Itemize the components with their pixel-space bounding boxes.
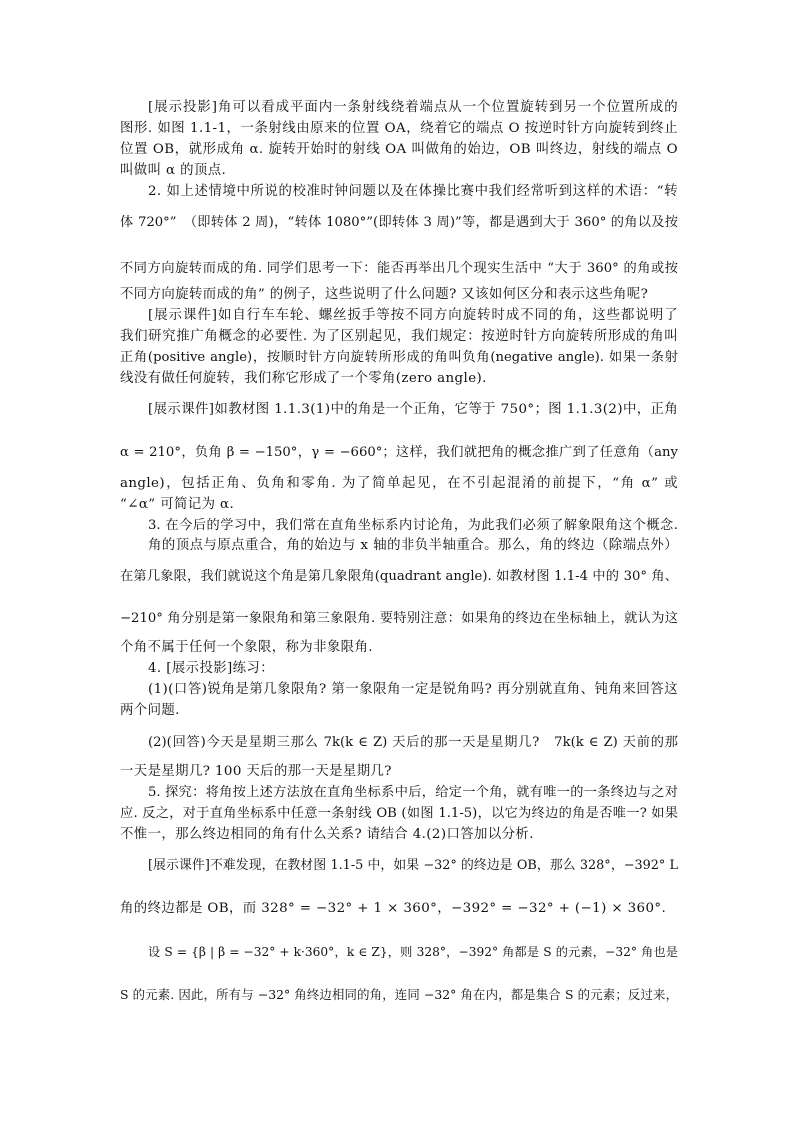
text-line: S 的元素. 因此，所有与 −32° 角终边相同的角，连同 −32° 角在内，都是集合 S 的元素；反过来， xyxy=(120,987,678,1002)
text-line: (1)(口答)锐角是第几象限角? 第一象限角一定是锐角吗? 再分别就直角、钝角来回答这 xyxy=(148,682,678,697)
text-line: [展示课件]如自行车车轮、螺丝扳手等按不同方向旋转时成不同的角，这些都说明了 xyxy=(148,308,678,323)
text-line: 不同方向旋转而成的角” 的例子，这些说明了什么问题? 又该如何区分和表示这些角呢? xyxy=(120,287,649,302)
text-line: 4. [展示投影]练习： xyxy=(148,661,275,676)
text-line: 2. 如上述情境中所说的校准时钟问题以及在体操比赛中我们经常听到这样的术语：“转 xyxy=(148,184,678,199)
text-line: [展示课件]如教材图 1.1.3(1)中的角是一个正角，它等于 750°；图 1.1.3(2)中，正角 xyxy=(148,402,679,417)
text-line: 5. 探究：将角按上述方法放在直角坐标系中后，给定一个角，就有唯一的一条终边与之对 xyxy=(148,785,678,800)
text-line: α = 210°，负角 β = −150°，γ = −660°；这样，我们就把角的概念推广到了任意角（any xyxy=(120,445,678,460)
text-line: [展示投影]角可以看成平面内一条射线绕着端点从一个位置旋转到另一个位置所成的 xyxy=(148,100,678,115)
text-line: 个角不属于任何一个象限，称为非象限角. xyxy=(120,640,373,655)
text-line: 应. 反之，对于直角坐标系中任意一条射线 OB (如图 1.1-5)，以它为终边的角是否唯一? 如果 xyxy=(120,806,678,821)
text-line: 3. 在今后的学习中，我们常在直角坐标系内讨论角，为此我们必须了解象限角这个概念. xyxy=(148,518,678,533)
text-line: 角的终边都是 OB，而 328° = −32° + 1 × 360°，−392° = −32° + (−1) × 360°. xyxy=(120,901,667,916)
text-line: 不同方向旋转而成的角. 同学们思考一下：能否再举出几个现实生活中 “大于 360° 的角或按 xyxy=(120,261,678,276)
text-line: 两个问题. xyxy=(120,703,180,718)
text-line: 我们研究推广角概念的必要性. 为了区别起见，我们规定：按逆时针方向旋转所形成的角叫 xyxy=(120,329,678,344)
text-line: 位置 OB，就形成角 α. 旋转开始时的射线 OA 叫做角的始边，OB 叫终边，射线的端点 O xyxy=(120,142,678,157)
text-line: 一天是星期几? 100 天后的那一天是星期几? xyxy=(120,764,392,779)
text-line: (2)(回答)今天是星期三那么 7k(k ∈ Z) 天后的那一天是星期几? 7k(k ∈ Z) 天前的那 xyxy=(148,735,678,750)
text-line: 设 S = {β | β = −32° + k·360°，k ∈ Z}，则 328°，−392° 角都是 S 的元素，−32° 角也是 xyxy=(148,945,678,959)
text-line: 正角(positive angle)，按顺时针方向旋转所形成的角叫负角(negative angle). 如果一条射 xyxy=(120,350,678,365)
text-line: “∠α” 可简记为 α. xyxy=(120,497,235,512)
text-line: angle)，包括正角、负角和零角. 为了简单起见，在不引起混淆的前提下，“角 α” 或 xyxy=(120,476,678,491)
text-line: 角的顶点与原点重合，角的始边与 x 轴的非负半轴重合。那么，角的终边（除端点外） xyxy=(148,538,678,553)
text-line: [展示课件]不难发现，在教材图 1.1-5 中，如果 −32° 的终边是 OB，那么 328°，−392° L xyxy=(148,858,678,873)
text-line: 在第几象限，我们就说这个角是第几象限角(quadrant angle). 如教材图 1.1-4 中的 30° 角、 xyxy=(120,569,678,584)
text-line: 叫做叫 α 的顶点. xyxy=(120,163,227,178)
text-line: −210° 角分别是第一象限角和第三象限角. 要特别注意：如果角的终边在坐标轴上，就认为这 xyxy=(120,611,678,626)
text-line: 图形. 如图 1.1-1，一条射线由原来的位置 OA，绕着它的端点 O 按逆时针方向旋转到终止 xyxy=(120,121,678,136)
text-line: 线没有做任何旋转，我们称它形成了一个零角(zero angle). xyxy=(120,371,487,386)
text-line: 体 720°” （即转体 2 周)，“转体 1080°”(即转体 3 周)”等，都是遇到大于 360° 的角以及按 xyxy=(120,215,678,230)
text-line: 不惟一，那么终边相同的角有什么关系? 请结合 4.(2)口答加以分析. xyxy=(120,827,534,842)
